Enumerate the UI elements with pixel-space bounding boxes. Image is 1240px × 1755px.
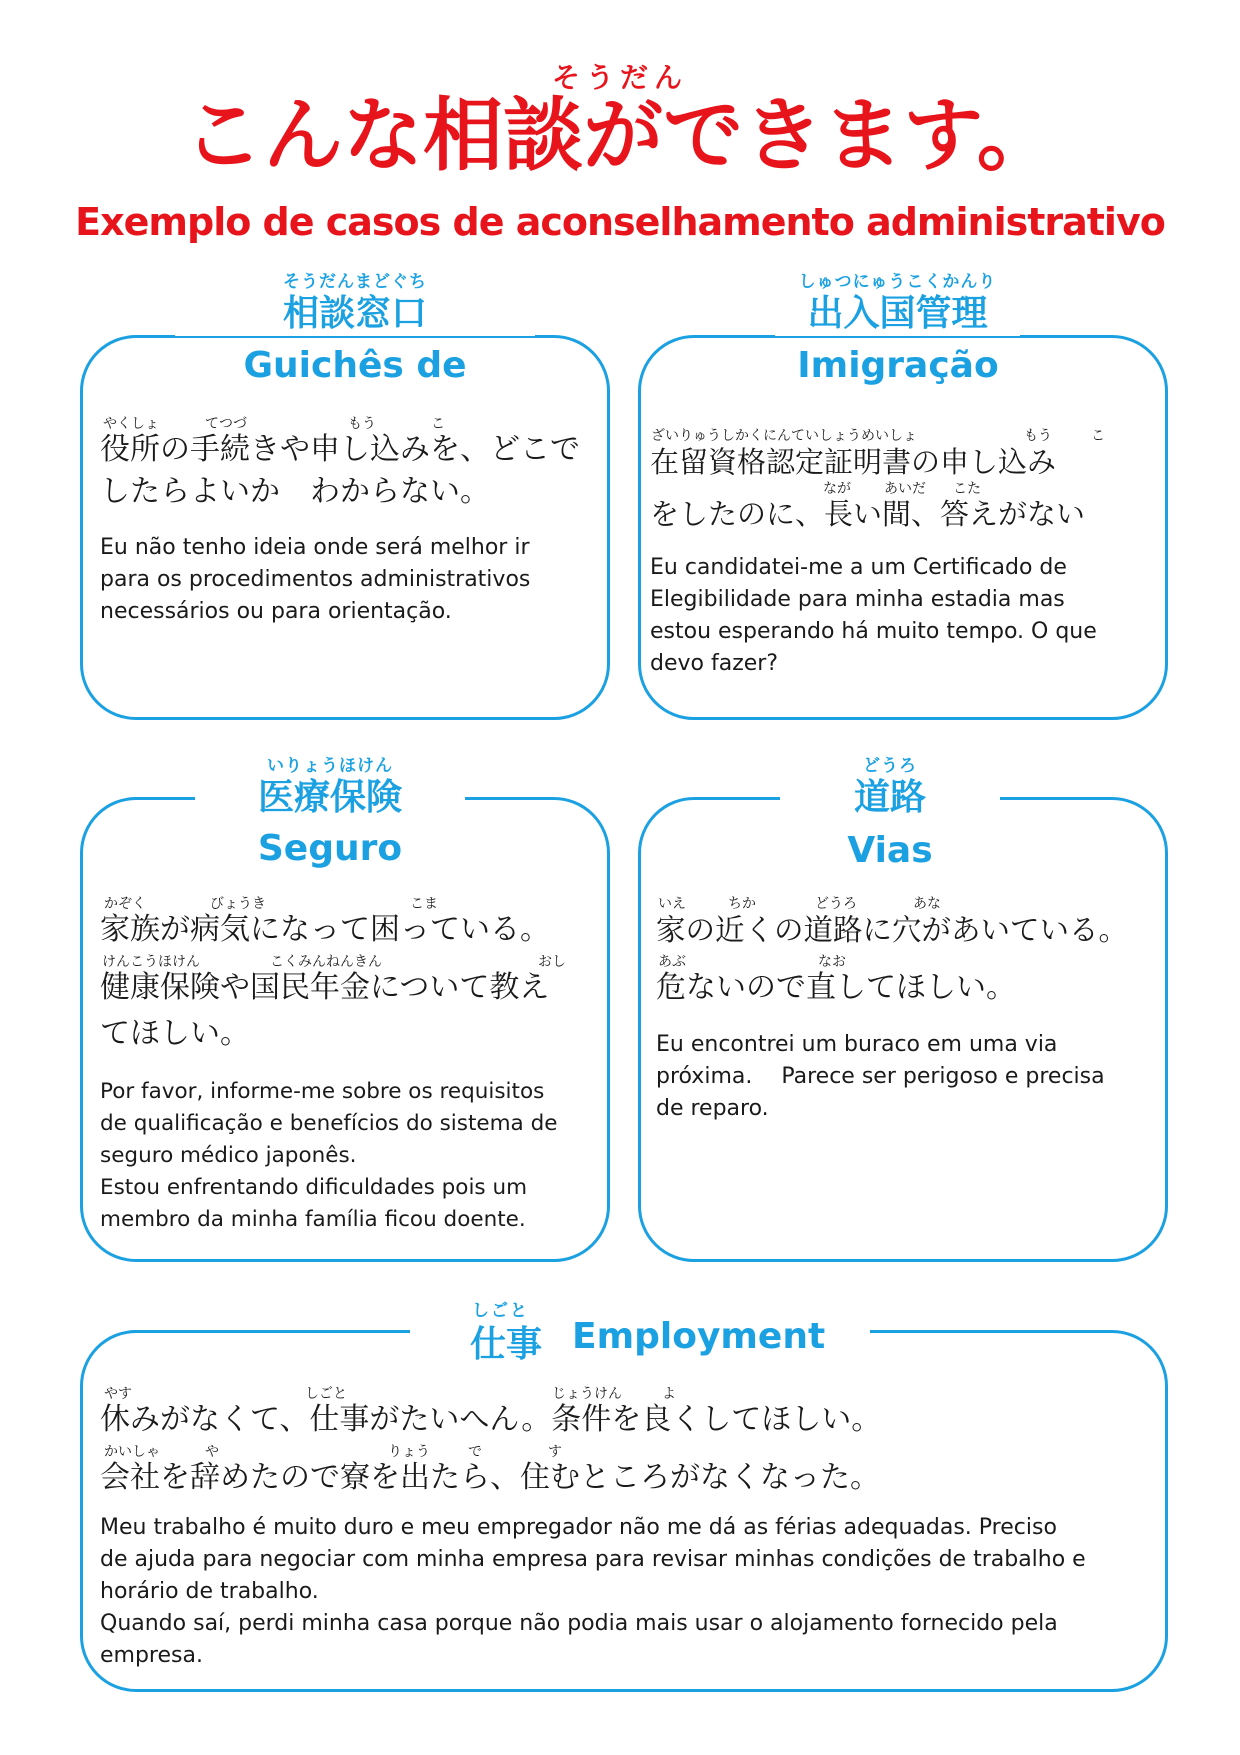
jp-question-line: 健康保険や国民年金について教え bbox=[100, 970, 550, 1005]
heading-pt: Imigração bbox=[797, 345, 999, 386]
furigana: しごと bbox=[305, 1386, 347, 1402]
heading-jp: 仕事 bbox=[470, 1324, 543, 1365]
furigana: かぞく bbox=[104, 896, 146, 912]
furigana: いえ bbox=[658, 896, 686, 912]
page-title: こんな相談ができます。 bbox=[183, 89, 1057, 182]
furigana: てつづ bbox=[205, 416, 247, 432]
jp-question-line: をしたのに、長い間、答えがない bbox=[650, 497, 1086, 531]
furigana: ちか bbox=[728, 896, 756, 912]
heading-ruby: どうろ bbox=[863, 756, 917, 776]
heading-pt: Seguro bbox=[257, 828, 403, 869]
heading-ruby: しゅつにゅうこくかんり bbox=[798, 272, 997, 292]
furigana: あぶ bbox=[658, 954, 686, 970]
heading-jp: 出入国管理 bbox=[807, 293, 988, 334]
furigana: もう bbox=[1024, 428, 1052, 444]
furigana: かいしゃ bbox=[104, 1444, 160, 1460]
furigana: こた bbox=[953, 481, 981, 497]
title-ruby: そうだん bbox=[551, 61, 688, 94]
jp-question-line: 休みがなくて、仕事がたいへん。条件を良くしてほしい。 bbox=[100, 1402, 882, 1437]
furigana: こくみんねんきん bbox=[270, 954, 382, 970]
card-medical-insurance-heading bbox=[195, 756, 465, 820]
pt-description: Eu não tenho ideia onde será melhor ir para os procedimentos administrativos necessários ou para orientação. bbox=[100, 535, 531, 624]
jp-question-line: 在留資格認定証明書の申し込み bbox=[650, 445, 1057, 479]
jp-question-line: 危ないので直してほしい。 bbox=[656, 970, 1016, 1005]
card-consultation bbox=[80, 335, 610, 720]
furigana: や bbox=[205, 1444, 219, 1460]
heading-pt: Vias bbox=[847, 830, 933, 871]
furigana: びょうき bbox=[210, 896, 266, 912]
furigana: けんこうほけん bbox=[102, 954, 200, 970]
jp-question-line: したらよいか わからない。 bbox=[100, 474, 490, 509]
furigana: やす bbox=[104, 1386, 132, 1402]
furigana: じょうけん bbox=[552, 1386, 622, 1402]
card-consultation-heading bbox=[175, 272, 535, 336]
jp-question-line: 家の近くの道路に穴があいている。 bbox=[656, 913, 1129, 947]
furigana: なお bbox=[818, 954, 846, 970]
heading-ruby: しごと bbox=[472, 1301, 529, 1321]
heading-ruby: いりょうほけん bbox=[267, 756, 393, 776]
jp-question-line: 役所の手続きや申し込みを、どこで bbox=[100, 432, 580, 467]
furigana: こ bbox=[1091, 428, 1105, 444]
pt-description: Eu encontrei um buraco em uma via próxima. Parece ser perigoso e precisa de reparo. bbox=[656, 1032, 1105, 1121]
pt-description: Meu trabalho é muito duro e meu empregador não me dá as férias adequadas. Preciso de ajuda para negociar com minha empresa para revisar minhas condições de trabalho e horário de trabalho. Quando saí, perdi minha casa porque não podia mais usar o alojamento fornecido pela empresa. bbox=[100, 1515, 1086, 1668]
furigana: やくしょ bbox=[103, 416, 159, 432]
page-subtitle: Exemplo de casos de aconselhamento administrativo bbox=[75, 200, 1165, 244]
heading-jp: 医療保険 bbox=[257, 777, 402, 818]
furigana: ざいりゅうしかくにんていしょうめいしょ bbox=[651, 428, 917, 444]
furigana: なが bbox=[823, 481, 851, 497]
furigana: あいだ bbox=[884, 481, 926, 497]
furigana: よ bbox=[662, 1386, 676, 1402]
jp-question-line: てほしい。 bbox=[100, 1016, 250, 1051]
heading-ruby: そうだんまどぐち bbox=[283, 272, 427, 292]
furigana: あな bbox=[913, 896, 941, 912]
furigana: こ bbox=[431, 416, 445, 432]
card-immigration-heading bbox=[775, 272, 1020, 336]
heading-pt: Employment bbox=[572, 1316, 826, 1357]
heading-jp: 相談窓口 bbox=[282, 293, 427, 334]
furigana: おし bbox=[538, 954, 566, 970]
furigana: どうろ bbox=[815, 896, 857, 912]
heading-jp: 道路 bbox=[853, 777, 926, 818]
pt-description: Eu candidatei-me a um Certificado de Elegibilidade para minha estadia mas estou esperando há muito tempo. O que devo fazer? bbox=[650, 555, 1097, 676]
furigana: で bbox=[468, 1444, 482, 1460]
card-roads-heading bbox=[780, 756, 1000, 820]
furigana: もう bbox=[348, 416, 376, 432]
jp-question-line: 会社を辞めたので寮を出たら、住むところがなくなった。 bbox=[100, 1460, 880, 1495]
heading-pt: Guichês de bbox=[243, 345, 467, 386]
furigana: す bbox=[548, 1444, 562, 1460]
furigana: りょう bbox=[388, 1444, 430, 1460]
furigana: こま bbox=[410, 896, 438, 912]
pt-description: Por favor, informe-me sobre os requisitos de qualificação e benefícios do sistema de seguro médico japonês. Estou enfrentando dificuldades pois um membro da minha família ficou doente. bbox=[100, 1079, 558, 1232]
jp-question-line: 家族が病気になって困っている。 bbox=[100, 912, 550, 947]
